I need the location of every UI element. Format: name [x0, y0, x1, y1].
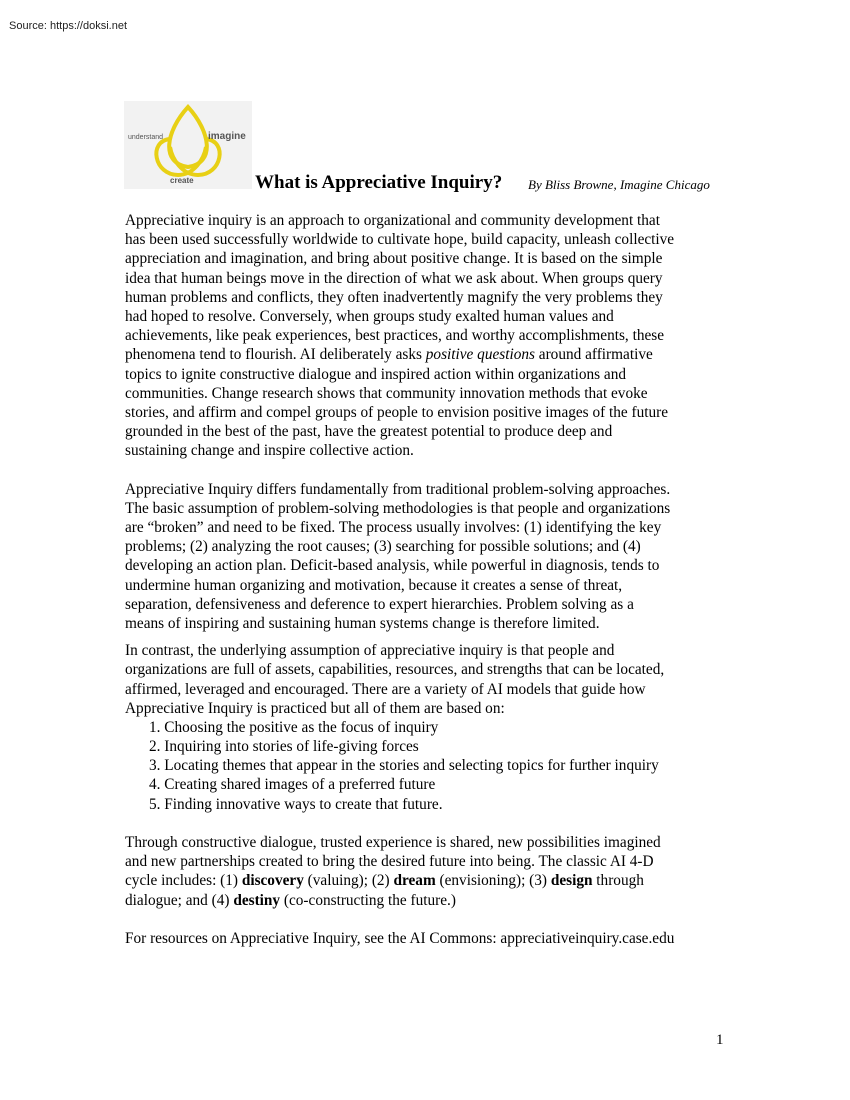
- text-line: sustaining change and inspire collective action.: [125, 442, 414, 460]
- paragraph-contrast: [125, 641, 729, 814]
- text-line: [125, 891, 729, 910]
- text-line: means of inspiring and sustaining human systems change is therefore limited.: [125, 614, 600, 632]
- document-body: [125, 211, 729, 948]
- numbered-list: [125, 718, 729, 814]
- term-discovery: discovery: [241, 872, 304, 890]
- text-line: [125, 871, 729, 890]
- text-run: (valuing); (2): [303, 872, 394, 890]
- list-item: 5. Finding innovative ways to create that future.: [149, 795, 443, 813]
- text-run: (envisioning); (3): [435, 872, 551, 890]
- text-run: cycle includes: (1): [125, 872, 242, 890]
- text-line: Appreciative inquiry is an approach to organizational and community development that: [125, 212, 660, 229]
- list-item: 1. Choosing the positive as the focus of inquiry: [149, 718, 439, 736]
- text-line: are “broken” and need to be fixed. The process usually involves: (1) identifying the key: [125, 519, 662, 536]
- term-design: design: [550, 872, 593, 890]
- paragraph-intro: [125, 211, 729, 460]
- text-line: grounded in the best of the past, have the greatest potential to produce deep and: [125, 423, 613, 441]
- text-line: appreciation and imagination, and bring about positive change. It is based on the simple: [125, 250, 663, 268]
- text-line: idea that human beings move in the direction of what we ask about. When groups query: [125, 269, 663, 287]
- text-line: separation, defensiveness and deference to expert hierarchies. Problem solving as a: [125, 595, 634, 613]
- term-destiny: destiny: [233, 891, 281, 909]
- list-item: 2. Inquiring into stories of life-giving forces: [149, 738, 419, 756]
- text-line: had hoped to resolve. Conversely, when groups study exalted human values and: [125, 307, 614, 325]
- imagine-chicago-logo: [124, 101, 252, 189]
- text-line: undermine human organizing and motivation, because it creates a sense of threat,: [125, 576, 623, 594]
- text-line: organizations are full of assets, capabilities, resources, and strengths that can be located,: [125, 661, 665, 679]
- paragraph-resources: For resources on Appreciative Inquiry, see the AI Commons: appreciativeinquiry.case.edu: [125, 929, 675, 947]
- text-line: [125, 345, 729, 364]
- text-line: achievements, like peak experiences, best practices, and worthy accomplishments, these: [125, 327, 665, 345]
- logo-text-understand: understand: [128, 134, 164, 141]
- text-line: affirmed, leveraged and encouraged. There are a variety of AI models that guide how: [125, 680, 646, 698]
- list-item: 3. Locating themes that appear in the stories and selecting topics for further inquiry: [149, 757, 659, 775]
- text-line: topics to ignite constructive dialogue and inspired action within organizations and: [125, 365, 627, 383]
- emphasis-positive-questions: positive questions: [425, 346, 535, 364]
- document-byline: By Bliss Browne, Imagine Chicago: [528, 177, 710, 192]
- source-label: Source: https://doksi.net: [9, 20, 128, 32]
- text-line: Appreciative Inquiry differs fundamentally from traditional problem-solving approaches.: [125, 480, 671, 498]
- text-line: has been used successfully worldwide to cultivate hope, build capacity, unleash collective: [125, 231, 675, 249]
- text-line: In contrast, the underlying assumption of appreciative inquiry is that people and: [125, 642, 615, 660]
- paragraph-4d-cycle: [125, 833, 729, 910]
- paragraph-problem-solving: [125, 480, 729, 634]
- term-dream: dream: [393, 872, 436, 890]
- list-item: 4. Creating shared images of a preferred future: [149, 776, 436, 794]
- logo-text-imagine: imagine: [208, 131, 246, 142]
- logo-text-create: create: [170, 176, 194, 185]
- text-line: problems; (2) analyzing the root causes; (3) searching for possible solutions; and (4): [125, 538, 641, 556]
- text-line: and new partnerships created to bring the desired future into being. The classic AI 4-D: [125, 853, 654, 871]
- document-title: What is Appreciative Inquiry?: [255, 172, 503, 193]
- text-line: Through constructive dialogue, trusted experience is shared, new possibilities imagined: [125, 834, 661, 851]
- text-run: around affirmative: [534, 346, 653, 364]
- text-line: The basic assumption of problem-solving methodologies is that people and organizations: [125, 499, 671, 517]
- text-line: developing an action plan. Deficit-based analysis, while powerful in diagnosis, tends to: [125, 557, 660, 575]
- text-run: phenomena tend to flourish. AI deliberately asks: [125, 346, 426, 364]
- text-run: through: [592, 872, 644, 890]
- text-line: human problems and conflicts, they often inadvertently magnify the very problems they: [125, 288, 663, 306]
- text-line: stories, and affirm and compel groups of people to envision positive images of the future: [125, 403, 669, 421]
- text-run: dialogue; and (4): [125, 891, 234, 909]
- text-line: Appreciative Inquiry is practiced but all of them are based on:: [125, 699, 505, 717]
- page-number: 1: [716, 1032, 724, 1048]
- text-line: communities. Change research shows that community innovation methods that evoke: [125, 384, 648, 402]
- text-run: (co-constructing the future.): [280, 891, 456, 909]
